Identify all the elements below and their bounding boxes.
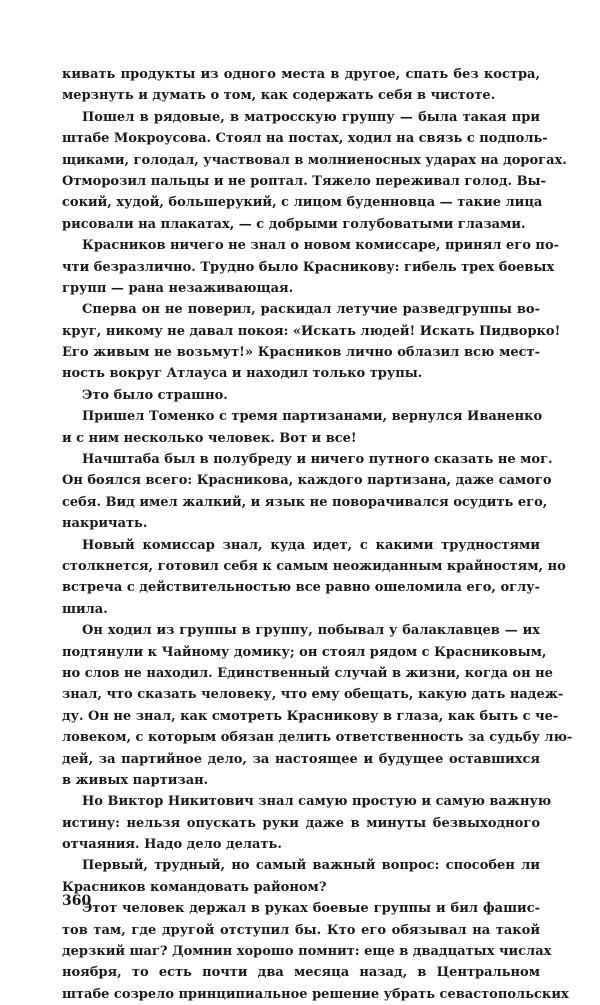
text-line: ду. Он не знал, как смотреть Красникову в глаза, как быть с че- <box>62 708 559 724</box>
text-line: чти безразлично. Трудно было Красникову: гибель трех боевых <box>62 259 555 275</box>
text-line: Его живым не возьмут!» Красников лично облазил всю мест- <box>62 345 540 361</box>
text-line: круг, никому не давал покоя: «Искать людей! Искать Пидворко! <box>62 323 561 339</box>
text-line: ловеком, с которым обязан делить ответственность за судьбу лю- <box>62 730 573 746</box>
text-line: накричать. <box>62 516 148 532</box>
text-line: штабе Мокроусова. Стоял на постах, ходил на связь с подполь- <box>62 131 548 147</box>
paragraph <box>62 385 540 406</box>
text-line: Он ходил из группы в группу, побывал у балаклавцев — их <box>82 623 540 639</box>
text-line: групп — рана незаживающая. <box>62 280 294 296</box>
paragraph <box>62 299 561 385</box>
text-line: Начштаба был в полубреду и ничего путного сказать не мог. <box>82 452 553 468</box>
text-line: отчаяния. Надо дело делать. <box>62 837 282 853</box>
text-line: подтянули к Чайному домику; он стоял рядом с Красниковым, <box>62 644 547 660</box>
text-line: себя. Вид имел жалкий, и язык не поворачивался осудить его, <box>62 494 548 510</box>
text-line: Красников командовать районом? <box>62 879 327 895</box>
paragraph <box>62 620 573 791</box>
text-line: Этот человек держал в руках боевые группы и бил фашис- <box>82 901 540 917</box>
text-line: дерзкий шаг? Домнин хорошо помнит: еще в двадцатых числах <box>62 944 552 960</box>
text-line: знал, что сказать человеку, что ему обещать, какую дать надеж- <box>62 687 564 703</box>
paragraph <box>62 535 566 621</box>
text-line: Он боялся всего: Красникова, каждого партизана, даже самого <box>62 473 552 489</box>
text-line: Это было страшно. <box>82 387 228 403</box>
text-line: Пришел Томенко с тремя партизанами, вернулся Иваненко <box>82 409 543 425</box>
text-line: истину: нельзя опускать руки даже в минуты безвыходного <box>62 815 540 831</box>
text-line: Отморозил пальцы и не роптал. Тяжело переживал голод. Вы- <box>62 173 546 189</box>
text-line: щиками, голодал, участвовал в молниеносных ударах на дорогах. <box>62 152 567 168</box>
paragraph <box>62 64 540 107</box>
text-line: ноября, то есть почти два месяца назад, в Центральном <box>62 965 540 981</box>
paragraph <box>62 449 553 535</box>
paragraph <box>62 898 569 1005</box>
text-line: встреча с действительностью все равно ошеломила его, оглу- <box>62 580 540 596</box>
text-line: шила. <box>62 601 108 617</box>
paragraph <box>62 855 540 898</box>
text-line: рисовали на плакатах, — с добрыми голубоватыми глазами. <box>62 216 526 232</box>
text-line: Сперва он не поверил, раскидал летучие разведгруппы во- <box>82 302 540 318</box>
paragraph <box>62 791 552 855</box>
text-line: Новый комиссар знал, куда идет, с какими трудностями <box>82 537 540 553</box>
text-line: мерзнуть и думать о том, как содержать себя в чистоте. <box>62 88 496 104</box>
text-line: Пошел в рядовые, в матросскую группу — была такая при <box>82 109 540 125</box>
text-line: штабе созрело принципиальное решение убрать севастопольских <box>62 986 569 1002</box>
text-line: Первый, трудный, но самый важный вопрос: способен ли <box>82 858 540 874</box>
text-line: Красников ничего не знал о новом комиссаре, принял его по- <box>82 238 560 254</box>
text-line: кивать продукты из одного места в другое, спать без костра, <box>62 67 540 82</box>
paragraph <box>62 235 560 299</box>
text-line: дей, за партийное дело, за настоящее и будущее оставшихся <box>62 751 540 767</box>
text-line: и с ним несколько человек. Вот и все! <box>62 430 357 446</box>
text-line: Но Виктор Никитович знал самую простую и самую важную <box>82 794 552 810</box>
text-line: столкнется, готовил себя к самым неожиданным крайностям, но <box>62 558 566 574</box>
text-line: ность вокруг Атлауса и находил только трупы. <box>62 366 423 382</box>
text-line: тов там, где другой отступил бы. Кто его обязывал на такой <box>62 922 540 938</box>
text-line: в живых партизан. <box>62 772 209 788</box>
text-line: но слов не находил. Единственный случай в жизни, когда он не <box>62 665 553 681</box>
text-line: сокий, худой, большерукий, с лицом буденновца — такие лица <box>62 195 543 211</box>
page-text <box>62 64 573 1005</box>
paragraph <box>62 406 543 449</box>
page-number: 360 <box>62 893 92 909</box>
paragraph <box>62 107 567 235</box>
